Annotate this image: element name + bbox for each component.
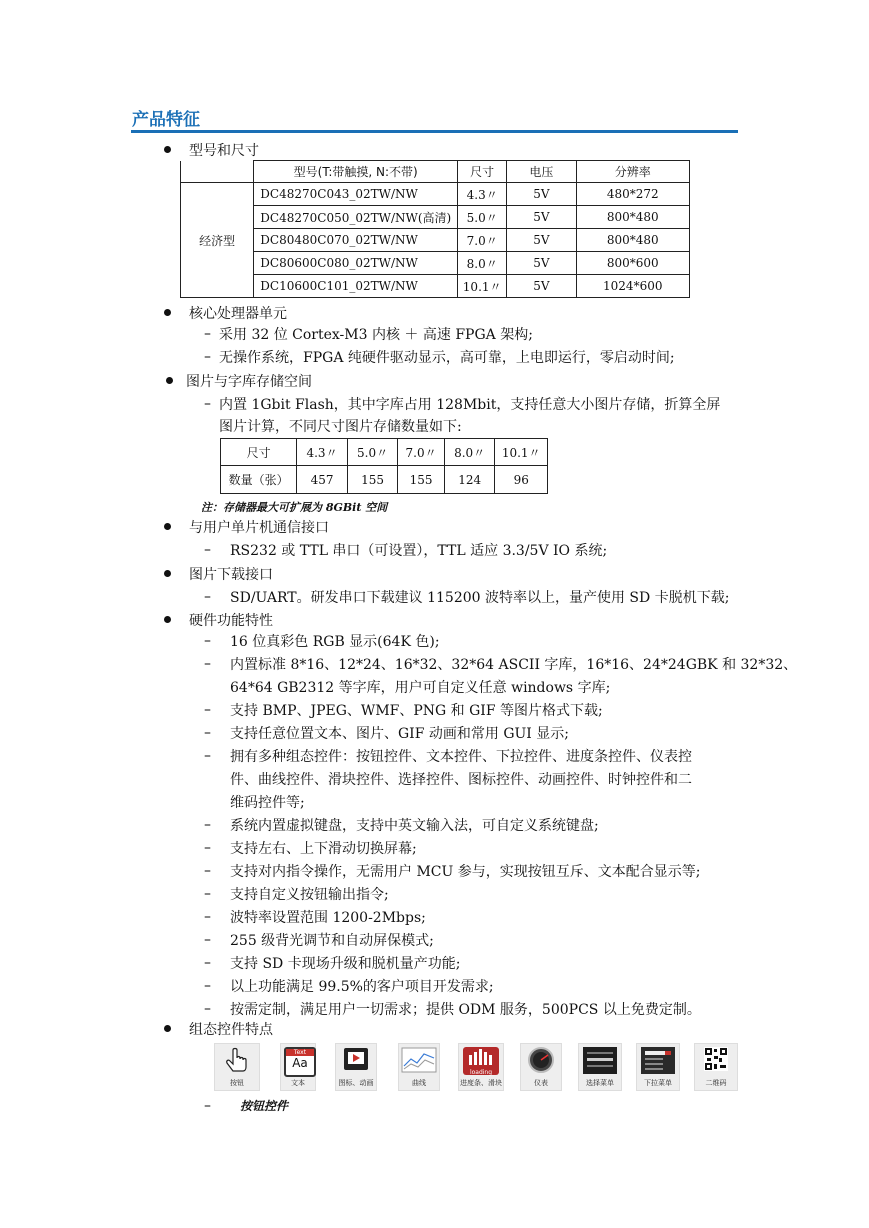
- col-header-model: 型号(T:带触摸, N:不带): [254, 161, 458, 183]
- text-badge: Text: [286, 1049, 314, 1056]
- dash-marker: –: [204, 702, 211, 718]
- hand-pointer-icon: [215, 1044, 259, 1080]
- icon-caption: 进度条、滑块: [460, 1079, 502, 1087]
- table-corner-cell: [181, 161, 254, 183]
- list-item: 系统内置虚拟键盘，支持中英文输入法，可自定义系统键盘;: [230, 818, 599, 834]
- size-cell: 8.0〃: [444, 439, 495, 466]
- dash-marker: –: [204, 396, 211, 412]
- section-heading-widgets: 组态控件特点: [189, 1022, 273, 1038]
- widget-icon-tile: [280, 1043, 316, 1091]
- size-cell: 10.1〃: [458, 275, 507, 298]
- bullet-dot: [166, 377, 173, 384]
- count-cell: 124: [444, 466, 495, 494]
- loading-badge: loading: [469, 1069, 493, 1076]
- widget-icon-tile: [520, 1043, 562, 1091]
- model-cell: DC48270C050_02TW/NW(高清): [254, 206, 458, 229]
- bullet-dot: [164, 570, 171, 577]
- dash-marker: –: [204, 863, 211, 879]
- dash-marker: –: [204, 955, 211, 971]
- model-cell: DC48270C043_02TW/NW: [254, 183, 458, 206]
- dropdown-menu-icon: [637, 1044, 679, 1078]
- count-cell: 96: [495, 466, 548, 494]
- dash-marker: –: [204, 1001, 211, 1017]
- model-cell: DC10600C101_02TW/NW: [254, 275, 458, 298]
- sizes-table: [220, 438, 548, 494]
- list-item: 支持 SD 卡现场升级和脱机量产功能;: [230, 956, 461, 972]
- dash-marker: –: [204, 589, 211, 605]
- section-heading-storage: 图片与字库存储空间: [186, 374, 312, 390]
- size-cell: 5.0〃: [347, 439, 398, 466]
- widget-icon-tile: [578, 1043, 622, 1091]
- size-cell: 4.3〃: [458, 183, 507, 206]
- voltage-cell: 5V: [507, 229, 576, 252]
- voltage-cell: 5V: [507, 275, 576, 298]
- dash-marker: –: [204, 1098, 211, 1114]
- dash-marker: –: [204, 909, 211, 925]
- dash-marker: –: [204, 725, 211, 741]
- resolution-cell: 800*480: [576, 206, 689, 229]
- storage-note: 注：存储器最大可扩展为 8GBit 空间: [201, 501, 388, 514]
- bullet-dot: [164, 309, 171, 316]
- list-item-line: 拥有多种组态控件：按钮控件、文本控件、下拉控件、进度条控件、仪表控: [230, 749, 692, 765]
- count-cell: 155: [398, 466, 445, 494]
- table-row: [221, 439, 548, 466]
- loading-bars-icon: [463, 1047, 499, 1075]
- widget-icon-tile: [458, 1043, 504, 1091]
- aa-glyph: Aa: [292, 1056, 308, 1070]
- dash-marker: –: [204, 840, 211, 856]
- dash-marker: –: [204, 932, 211, 948]
- dash-marker: –: [204, 349, 211, 365]
- models-table: [180, 160, 690, 298]
- section-heading-comm: 与用户单片机通信接口: [189, 520, 329, 536]
- size-cell: 8.0〃: [458, 252, 507, 275]
- bullet-dot: [164, 146, 171, 153]
- list-item-line: 内置 1Gbit Flash，其中字库占用 128Mbit，支持任意大小图片存储，折算全屏: [219, 397, 721, 413]
- size-cell: 7.0〃: [458, 229, 507, 252]
- widget-icon-tile: [398, 1043, 440, 1091]
- list-item-line: 件、曲线控件、滑块控件、选择控件、图标控件、动画控件、时钟控件和二: [230, 772, 692, 788]
- icon-caption: 图标、动画: [338, 1079, 374, 1087]
- table-row: [221, 466, 548, 494]
- model-cell: DC80600C080_02TW/NW: [254, 252, 458, 275]
- section-heading-models: 型号和尺寸: [189, 143, 259, 159]
- widget-icon-tile: [636, 1043, 680, 1091]
- voltage-cell: 5V: [507, 183, 576, 206]
- dash-marker: –: [204, 656, 211, 672]
- icon-caption: 二维码: [705, 1079, 727, 1087]
- list-item: 支持左右、上下滑动切换屏幕;: [230, 841, 417, 857]
- section-heading-download: 图片下载接口: [189, 567, 273, 583]
- dash-marker: –: [204, 817, 211, 833]
- resolution-cell: 480*272: [576, 183, 689, 206]
- widget-icon-tile: [214, 1043, 260, 1091]
- table-row: [181, 206, 690, 229]
- count-cell: 457: [297, 466, 348, 494]
- resolution-cell: 1024*600: [576, 275, 689, 298]
- icon-caption: 选择菜单: [586, 1079, 614, 1087]
- category-cell: 经济型: [181, 183, 254, 298]
- dash-marker: –: [204, 542, 211, 558]
- resolution-cell: 800*600: [576, 252, 689, 275]
- bullet-dot: [164, 523, 171, 530]
- widget-icon-tile: [694, 1043, 738, 1091]
- list-item: 支持任意位置文本、图片、GIF 动画和常用 GUI 显示;: [230, 726, 570, 742]
- list-item-line: 图片计算，不同尺寸图片存储数量如下:: [219, 419, 462, 435]
- list-item: 支持自定义按钮输出指令;: [230, 887, 389, 903]
- list-item: 16 位真彩色 RGB 显示(64K 色);: [230, 634, 440, 650]
- table-row: [181, 252, 690, 275]
- bullet-dot: [164, 1025, 171, 1032]
- line-chart-icon: [399, 1044, 439, 1078]
- list-item: 支持对内指令操作，无需用户 MCU 参与，实现按钮互斥、文本配合显示等;: [230, 864, 701, 880]
- list-item: 采用 32 位 Cortex-M3 内核 ＋ 高速 FPGA 架构;: [219, 327, 533, 343]
- model-cell: DC80480C070_02TW/NW: [254, 229, 458, 252]
- icon-caption: 下拉菜单: [644, 1079, 672, 1087]
- count-label-cell: 数量（张）: [221, 466, 297, 494]
- select-menu-icon: [579, 1044, 621, 1078]
- play-video-icon: [336, 1044, 376, 1078]
- count-cell: 155: [347, 466, 398, 494]
- dash-marker: –: [204, 978, 211, 994]
- list-item: 按需定制，满足用户一切需求；提供 ODM 服务，500PCS 以上免费定制。: [230, 1002, 701, 1018]
- section-heading-cpu: 核心处理器单元: [189, 306, 287, 322]
- list-item: RS232 或 TTL 串口（可设置），TTL 适应 3.3/5V IO 系统;: [230, 543, 608, 559]
- icon-caption: 曲线: [412, 1079, 426, 1087]
- voltage-cell: 5V: [507, 252, 576, 275]
- list-item: 以上功能满足 99.5%的客户项目开发需求;: [230, 979, 494, 995]
- col-header-size: 尺寸: [458, 161, 507, 183]
- dash-marker: –: [204, 886, 211, 902]
- icon-caption: 按钮: [230, 1079, 244, 1087]
- size-cell: 10.1〃: [495, 439, 548, 466]
- icon-caption: 仪表: [534, 1079, 548, 1087]
- bullet-dot: [164, 616, 171, 623]
- icon-caption: 文本: [291, 1079, 305, 1087]
- list-item: 无操作系统，FPGA 纯硬件驱动显示，高可靠，上电即运行，零启动时间;: [219, 350, 675, 366]
- text-aa-icon: [284, 1047, 316, 1077]
- list-item: SD/UART。研发串口下载建议 115200 波特率以上，量产使用 SD 卡脱机下载;: [230, 590, 730, 606]
- section-heading-hardware: 硬件功能特性: [189, 613, 273, 629]
- dash-marker: –: [204, 748, 211, 764]
- list-item: 支持 BMP、JPEG、WMF、PNG 和 GIF 等图片格式下载;: [230, 703, 603, 719]
- gauge-icon: [521, 1044, 561, 1078]
- size-label-cell: 尺寸: [221, 439, 297, 466]
- widget-icon-tile: [335, 1043, 377, 1091]
- list-item-line: 内置标准 8*16、12*24、16*32、32*64 ASCII 字库，16*16、24*24GBK 和 32*32、: [230, 657, 798, 673]
- resolution-cell: 800*480: [576, 229, 689, 252]
- table-row: [181, 275, 690, 298]
- size-cell: 4.3〃: [297, 439, 348, 466]
- list-item: 255 级背光调节和自动屏保模式;: [230, 933, 434, 949]
- page-title: 产品特征: [132, 110, 200, 130]
- qr-code-icon: [695, 1044, 737, 1078]
- size-cell: 7.0〃: [398, 439, 445, 466]
- col-header-voltage: 电压: [507, 161, 576, 183]
- list-item: 波特率设置范围 1200-2Mbps;: [230, 910, 426, 926]
- dash-marker: –: [204, 326, 211, 342]
- size-cell: 5.0〃: [458, 206, 507, 229]
- table-row: [181, 229, 690, 252]
- loading-bars-graphic: [463, 1047, 499, 1065]
- list-item-line: 维码控件等;: [230, 795, 305, 811]
- dash-marker: –: [204, 633, 211, 649]
- voltage-cell: 5V: [507, 206, 576, 229]
- list-item-line: 64*64 GB2312 等字库，用户可自定义任意 windows 字库;: [230, 680, 611, 696]
- col-header-resolution: 分辨率: [576, 161, 689, 183]
- table-row: [181, 183, 690, 206]
- widget-sub-item: 按钮控件: [240, 1099, 289, 1113]
- title-rule: [131, 130, 738, 133]
